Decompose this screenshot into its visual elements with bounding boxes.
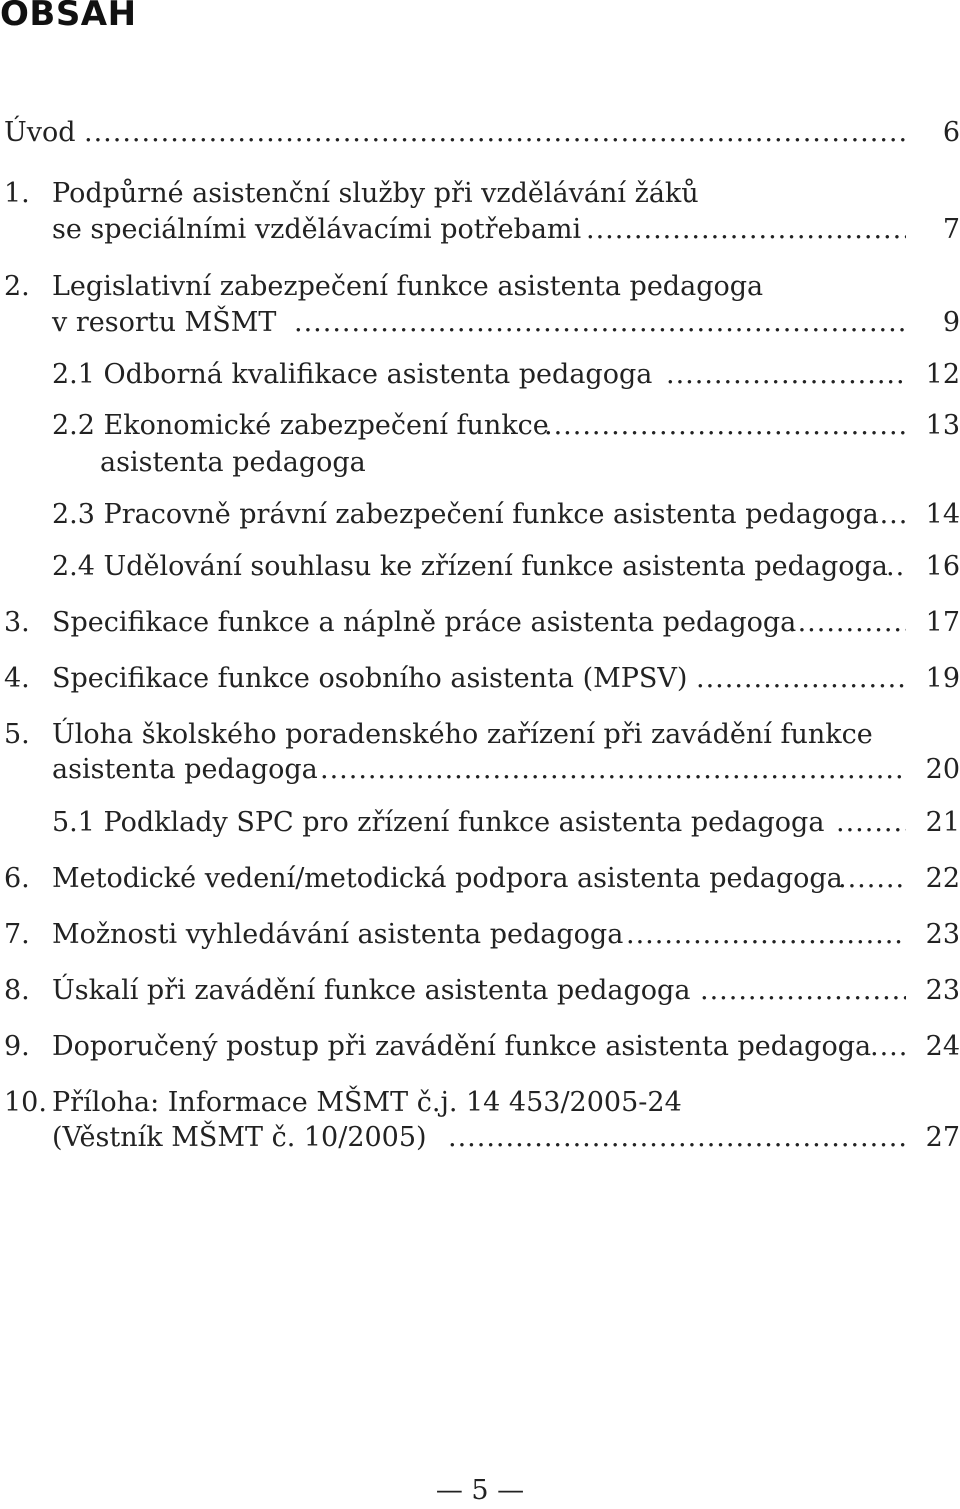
toc-entry-5-cont[interactable]	[4, 753, 960, 787]
toc-page-number: 9	[942, 307, 960, 338]
toc-leader	[838, 862, 906, 896]
toc-entry-text: se speciálními vzdělávacími potřebami	[52, 214, 582, 245]
toc-entry-2-cont[interactable]	[4, 306, 960, 340]
toc-entry-1-cont[interactable]	[4, 213, 960, 247]
toc-entry-8[interactable]	[4, 974, 960, 1008]
toc-leader	[666, 358, 906, 392]
toc-entry-uvod[interactable]	[4, 116, 960, 150]
toc-entry-text: Úvod	[4, 117, 76, 148]
toc-entry-text: Metodické vedení/metodická podpora asistenta pedagoga	[52, 863, 843, 894]
toc-entry-number: 4.	[4, 663, 30, 694]
toc-page-number: 14	[925, 499, 960, 530]
toc-entry-10-cont[interactable]	[4, 1121, 960, 1155]
toc-entry-number: 5.	[4, 719, 30, 750]
toc-entry-2-3[interactable]	[4, 498, 960, 532]
toc-leader	[544, 409, 906, 443]
toc-page-number: 6	[942, 117, 960, 148]
toc-leader	[870, 1030, 906, 1064]
toc-page-number: 17	[925, 607, 960, 638]
toc-entry-number: 9.	[4, 1031, 30, 1062]
toc-entry-number: 8.	[4, 975, 30, 1006]
toc-leader	[586, 213, 906, 247]
toc-page-number: 16	[925, 551, 960, 582]
toc-entry-text: Úloha školského poradenského zařízení při zavádění funkce	[52, 719, 873, 750]
toc-entry-text: Podpůrné asistenční služby při vzdělávání žáků	[52, 178, 699, 209]
toc-leader	[700, 974, 906, 1008]
toc-entry-2-4[interactable]	[4, 550, 960, 584]
toc-entry-text: 2.3 Pracovně právní zabezpečení funkce asistenta pedagoga	[52, 499, 879, 530]
toc-leader	[626, 918, 906, 952]
toc-entry-3[interactable]	[4, 606, 960, 640]
toc-entry-number: 2.	[4, 271, 30, 302]
toc-page-number: 24	[925, 1031, 960, 1062]
toc-page-number: 13	[925, 410, 960, 441]
toc-entry-7[interactable]	[4, 918, 960, 952]
toc-entry-number: 10.	[4, 1087, 47, 1118]
toc-entry-number: 6.	[4, 863, 30, 894]
toc-leader	[84, 116, 906, 150]
toc-entry-text: (Věstník MŠMT č. 10/2005)	[52, 1122, 427, 1153]
toc-entry-text: Legislativní zabezpečení funkce asistenta pedagoga	[52, 271, 764, 302]
toc-entry-text: Specifikace funkce osobního asistenta (MPSV)	[52, 663, 688, 694]
toc-entry-4[interactable]	[4, 662, 960, 696]
toc-entry-2-2[interactable]	[4, 409, 960, 443]
toc-page-number: 12	[925, 359, 960, 390]
toc-entry-5[interactable]	[4, 718, 960, 752]
toc-leader	[696, 662, 906, 696]
toc-entry-number: 7.	[4, 919, 30, 950]
toc-entry-10[interactable]	[4, 1086, 960, 1120]
toc-page-number: 21	[925, 807, 960, 838]
toc-entry-text: Úskalí při zavádění funkce asistenta pedagoga	[52, 975, 691, 1006]
page-title: OBSAH	[0, 0, 137, 34]
toc-leader	[294, 306, 906, 340]
toc-entry-text: 2.1 Odborná kvalifikace asistenta pedagoga	[52, 359, 653, 390]
toc-entry-9[interactable]	[4, 1030, 960, 1064]
toc-leader	[836, 806, 906, 840]
toc-entry-text: asistenta pedagoga	[52, 754, 318, 785]
toc-entry-text: 2.4 Udělování souhlasu ke zřízení funkce asistenta pedagoga	[52, 551, 888, 582]
toc-entry-number: 3.	[4, 607, 30, 638]
toc-entry-text: Doporučený postup při zavádění funkce asistenta pedagoga	[52, 1031, 872, 1062]
toc-entry-text: Možnosti vyhledávání asistenta pedagoga	[52, 919, 624, 950]
toc-entry-text: asistenta pedagoga	[100, 447, 366, 478]
toc-entry-text: 5.1 Podklady SPC pro zřízení funkce asistenta pedagoga	[52, 807, 825, 838]
toc-page-number: 20	[925, 754, 960, 785]
toc-leader	[870, 498, 906, 532]
toc-entry-text: v resortu MŠMT	[52, 307, 277, 338]
toc-page-number: 7	[942, 214, 960, 245]
toc-page-number: 23	[925, 975, 960, 1006]
toc-page-number: 19	[925, 663, 960, 694]
toc-leader	[320, 753, 906, 787]
toc-page-number: 22	[925, 863, 960, 894]
toc-entry-2-1[interactable]	[4, 358, 960, 392]
toc-entry-text: 2.2 Ekonomické zabezpečení funkce	[52, 410, 549, 441]
page-number-footer: — 5 —	[435, 1475, 525, 1506]
toc-entry-1[interactable]	[4, 177, 960, 211]
toc-page-number: 27	[925, 1122, 960, 1153]
toc-entry-2-2-cont[interactable]	[4, 446, 960, 480]
toc-entry-text: Příloha: Informace MŠMT č.j. 14 453/2005-24	[52, 1087, 682, 1118]
toc-leader	[448, 1121, 906, 1155]
toc-page-number: 23	[925, 919, 960, 950]
toc-entry-text: Specifikace funkce a náplně práce asistenta pedagoga	[52, 607, 797, 638]
toc-leader	[788, 606, 906, 640]
toc-entry-number: 1.	[4, 178, 30, 209]
toc-entry-2[interactable]	[4, 270, 960, 304]
toc-entry-6[interactable]	[4, 862, 960, 896]
toc-leader	[886, 550, 906, 584]
toc-entry-5-1[interactable]	[4, 806, 960, 840]
